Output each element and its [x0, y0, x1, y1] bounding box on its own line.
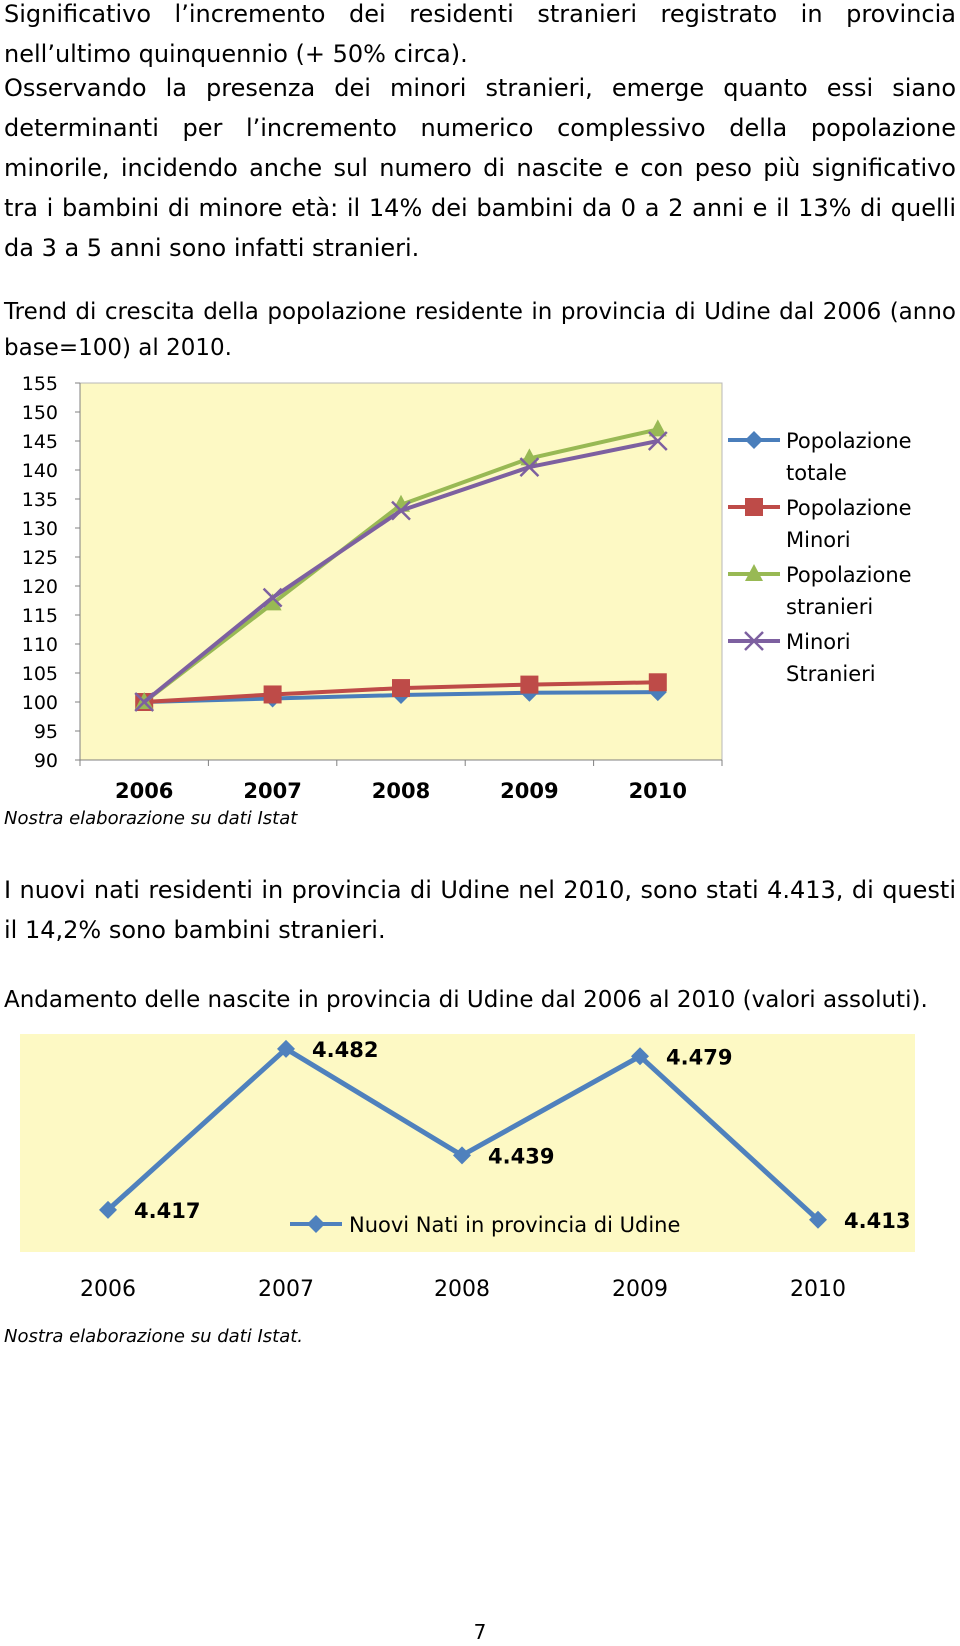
x-tick-label: 2006: [80, 1277, 136, 1302]
legend-label: Nuovi Nati in provincia di Udine: [349, 1213, 681, 1237]
x-tick-label: 2009: [612, 1277, 668, 1302]
page-number: 7: [473, 1620, 487, 1644]
data-label: 4.439: [488, 1144, 555, 1169]
legend-label: Popolazione: [786, 429, 912, 453]
legend-item: [728, 630, 876, 686]
intro-paragraph: Significativo l’incremento dei residenti stranieri registrato in provincia nell’ultimo quinquennio (+ 50% circa).: [4, 0, 956, 68]
births-chart-svg: [0, 1030, 960, 1330]
data-label: 4.413: [844, 1208, 911, 1233]
data-label: 4.479: [666, 1045, 733, 1070]
data-point: [520, 676, 538, 694]
y-tick-label: 125: [21, 547, 58, 569]
births-paragraph: I nuovi nati residenti in provincia di Udine nel 2010, sono stati 4.413, di questi il 14,2% sono bambini stranieri.: [4, 876, 956, 944]
data-label: 4.482: [312, 1037, 379, 1062]
legend-label: Stranieri: [786, 662, 876, 686]
chart2-caption: Andamento delle nascite in provincia di Udine dal 2006 al 2010 (valori assoluti).: [4, 987, 928, 1013]
y-tick-label: 145: [21, 431, 58, 453]
x-tick-label: 2007: [243, 779, 302, 803]
x-tick-label: 2010: [628, 779, 688, 803]
y-tick-label: 95: [33, 721, 58, 743]
legend-marker: [745, 431, 763, 449]
x-tick-label: 2010: [790, 1277, 846, 1302]
legend-label: Minori: [786, 528, 851, 552]
y-tick-label: 100: [21, 692, 58, 714]
y-tick-label: 90: [33, 750, 58, 772]
x-tick-label: 2006: [114, 779, 174, 803]
births-chart: [0, 1030, 960, 1330]
legend-item: [290, 1213, 680, 1237]
y-tick-label: 135: [21, 489, 58, 511]
data-point: [392, 679, 410, 697]
legend-label: Popolazione: [786, 496, 912, 520]
population-trend-chart-svg: [0, 368, 960, 808]
legend-label: Popolazione: [786, 563, 912, 587]
legend-label: Minori: [786, 630, 851, 654]
chart1-caption: Trend di crescita della popolazione residente in provincia di Udine dal 2006 (anno base=100) al 2010.: [4, 299, 956, 361]
data-label: 4.417: [134, 1198, 201, 1223]
y-tick-label: 155: [21, 373, 58, 395]
y-tick-label: 115: [21, 605, 58, 627]
x-tick-label: 2008: [371, 779, 431, 803]
y-tick-label: 120: [21, 576, 58, 598]
legend-label: stranieri: [786, 595, 874, 619]
legend-item: [728, 429, 912, 485]
minors-paragraph: Osservando la presenza dei minori stranieri, emerge quanto essi siano determinanti per l’incremento numerico complessivo della popolazione minorile, incidendo anche sul numero di nascite e con peso più significativo tra i bambini di minore età: il 14% dei bambini da 0 a 2 anni e il 13% di quelli da 3 a 5 anni sono infatti stranieri.: [4, 74, 956, 262]
y-tick-label: 150: [21, 402, 58, 424]
data-point: [264, 685, 282, 703]
x-tick-label: 2007: [258, 1277, 314, 1302]
x-tick-label: 2009: [500, 779, 559, 803]
data-point: [649, 673, 667, 691]
population-trend-chart: [0, 368, 960, 808]
y-tick-label: 140: [21, 460, 58, 482]
legend-item: [728, 496, 912, 552]
y-tick-label: 105: [21, 663, 58, 685]
chart2-source: Nostra elaborazione su dati Istat.: [4, 1326, 304, 1347]
chart1-source: Nostra elaborazione su dati Istat: [4, 808, 298, 829]
legend-item: [728, 563, 912, 619]
legend-marker: [745, 498, 763, 516]
x-tick-label: 2008: [434, 1277, 490, 1302]
legend-label: totale: [786, 461, 847, 485]
y-tick-label: 110: [21, 634, 58, 656]
y-tick-label: 130: [21, 518, 58, 540]
